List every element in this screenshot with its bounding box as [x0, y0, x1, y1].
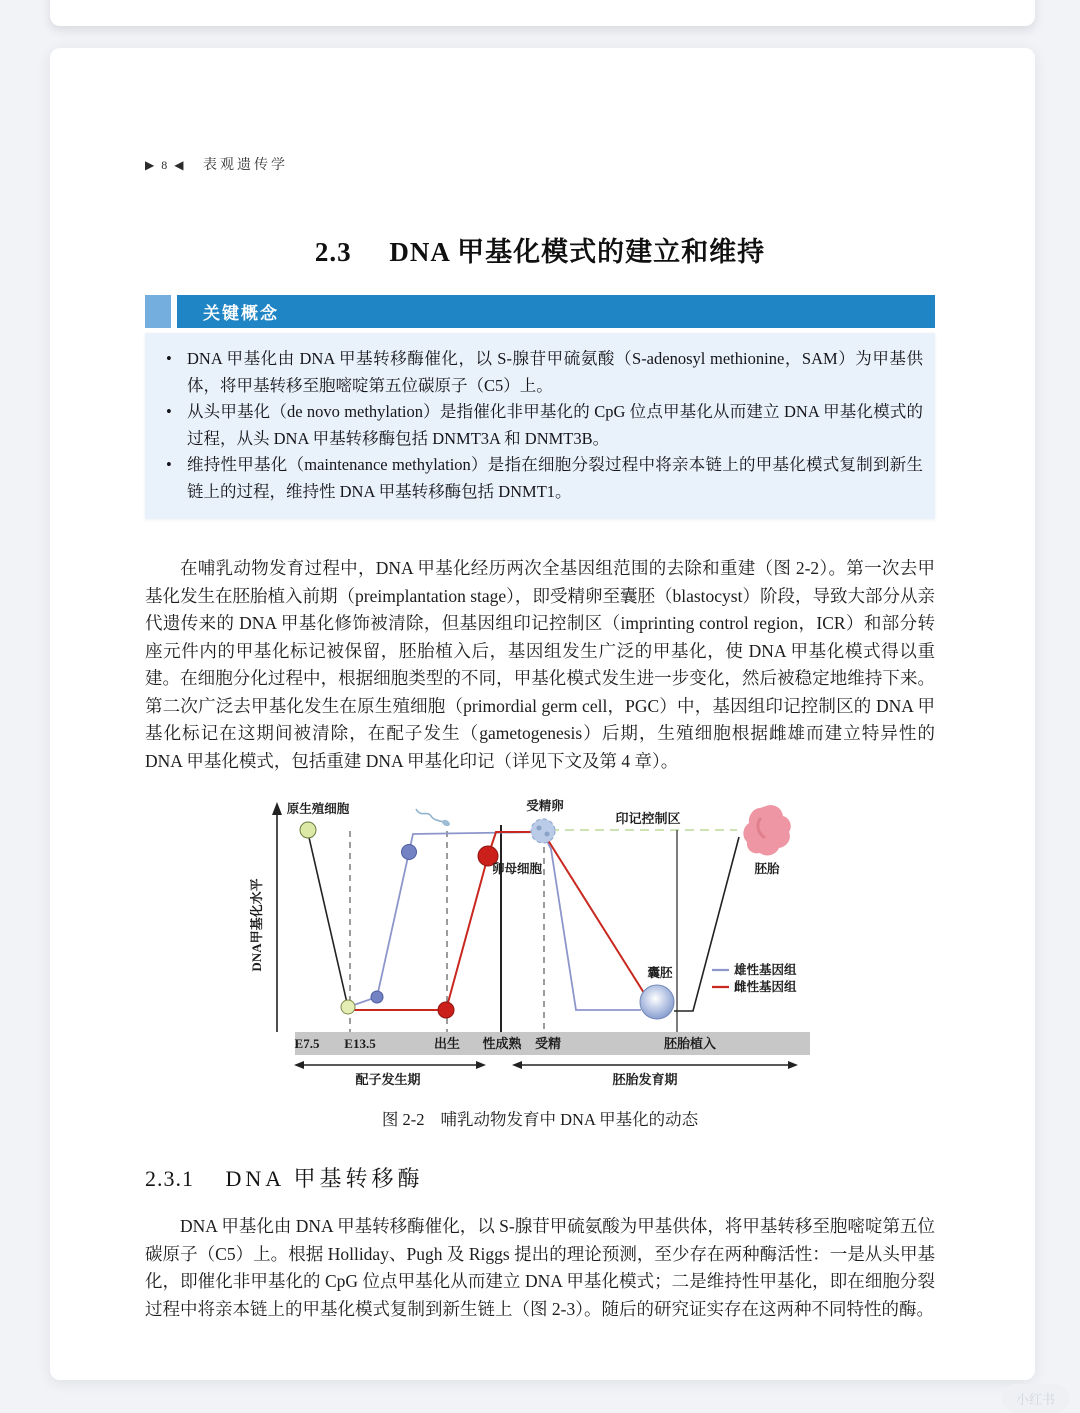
key-concepts-header — [145, 295, 935, 328]
pgc-label: 原生殖细胞 — [286, 802, 350, 816]
embryo-icon — [743, 805, 790, 855]
phase-gametogenesis-label: 配子发生期 — [355, 1072, 421, 1087]
embryo-label: 胚胎 — [754, 862, 780, 876]
key-concepts-body — [145, 333, 935, 519]
timeline-fertilization: 受精 — [534, 1036, 562, 1051]
blastocyst-label: 囊胚 — [647, 966, 673, 980]
figure-2-2 — [250, 797, 830, 1094]
arrowhead-right — [476, 1061, 486, 1069]
arrowhead-right — [788, 1061, 798, 1069]
sperm-icon — [416, 809, 443, 822]
sperm-head-icon — [441, 819, 451, 828]
oocyte-label: 卵母细胞 — [491, 862, 543, 876]
male-genome-line-left — [348, 832, 544, 1007]
pgc-dot — [300, 822, 316, 838]
key-concept-item: • 维持性甲基化（maintenance methylation）是指在细胞分裂过程中将亲本链上的甲基化模式复制到新生链上的过程，维持性 DNA 甲基转移酶包括 DNMT1。 — [159, 452, 923, 505]
fertilized-egg-label: 受精卵 — [526, 799, 564, 813]
key-concept-item: • 从头甲基化（de novo methylation）是指催化非甲基化的 CpG 位点甲基化从而建立 DNA 甲基化模式的过程，从头 DNA 甲基转移酶包括 DNMT3A 和 DNMT3B。 — [159, 399, 923, 452]
blastocyst-sphere — [640, 985, 674, 1019]
legend-female-label: 雌性基因组 — [734, 980, 797, 994]
pgc-demethylation-line — [308, 833, 347, 1003]
paragraph-methylation-dynamics: 在哺乳动物发育过程中，DNA 甲基化经历两次全基因组范围的去除和重建（图 2-2）。第一次去甲基化发生在胚胎植入前期（preimplantation stage），即受精卵至囊胚（blastocyst）阶段，导致大部分从亲代遗传来的 DNA 甲基化修饰被清除，但基因组印记控制区（imprinting control region，ICR）和部分转座元件内的甲基化标记被保留，胚胎植入后，基因组发生广泛的甲基化，使 DNA 甲基化模式得以重建。在细胞分化过程中，根据细胞类型的不同，甲基化模式发生进一步变化，然后被稳定地维持下来。第二次广泛去甲基化发生在原生殖细胞（primordial germ cell，PGC）中，基因组印记控制区的 DNA 甲基化标记在这期间被清除，在配子发生（gametogenesis）后期，生殖细胞根据雌雄而建立特异性的 DNA 甲基化模式，包括重建 DNA 甲基化印记（详见下文及第 4 章）。 — [145, 558, 935, 771]
key-concepts-title: 关键概念 — [203, 304, 279, 323]
paragraph-dnmt: DNA 甲基化由 DNA 甲基转移酶催化，以 S-腺苷甲硫氨酸为甲基供体，将甲基转移至胞嘧啶第五位碳原子（C5）上。根据 Holliday、Pugh 及 Riggs 提出的理论预测，至少存在两种酶活性：一是从头甲基化，即催化非甲基化的 CpG 位点甲基化从而建立 DNA 甲基化模式；二是维持性甲基化，即在细胞分裂过程中将亲本链上的甲基化模式复制到新生链上（图 2-3）。随后的研究证实存在这两种不同特性的酶。 — [145, 1216, 935, 1319]
timeline-e13-5: E13.5 — [344, 1036, 376, 1051]
icr-label: 印记控制区 — [615, 811, 681, 826]
fertilized-egg-circle — [531, 819, 555, 843]
arrowhead-left — [294, 1061, 304, 1069]
legend-male-label: 雄性基因组 — [734, 963, 797, 977]
section-title-text: DNA 甲基化模式的建立和维持 — [389, 237, 766, 267]
pgc-low-dot — [341, 1000, 355, 1014]
figure-caption — [145, 1106, 935, 1130]
phase-embryo-development-label: 胚胎发育期 — [612, 1072, 678, 1087]
pronucleus-dot — [537, 826, 542, 831]
y-axis-arrowhead — [272, 802, 282, 815]
subsection-number: 2.3.1 — [145, 1166, 194, 1191]
male-low-dot — [371, 991, 383, 1003]
figure-caption-text: 哺乳动物发育中 DNA 甲基化的动态 — [440, 1110, 699, 1129]
key-concepts-title-bar — [177, 295, 935, 328]
key-concepts-box — [145, 295, 935, 519]
key-concept-item: • DNA 甲基化由 DNA 甲基转移酶催化，以 S-腺苷甲硫氨酸（S-adenosyl methionine，SAM）为甲基供体，将甲基转移至胞嘧啶第五位碳原子（C5）上。 — [159, 346, 923, 399]
page-number-label: ▶ 8 ◀ — [145, 158, 186, 172]
book-title: 表观遗传学 — [202, 158, 288, 173]
female-low-dot — [438, 1002, 454, 1018]
previous-page-card-edge — [50, 0, 1035, 26]
section-title — [145, 230, 935, 269]
male-genome-line-right — [544, 835, 641, 1010]
book-page — [50, 48, 1035, 1380]
remethylation-line — [674, 837, 739, 1011]
timeline-birth: 出生 — [433, 1036, 461, 1051]
section-number: 2.3 — [314, 237, 352, 267]
y-axis-label: DNA甲基化水平 — [250, 878, 264, 972]
figure-number: 图 2-2 — [381, 1110, 425, 1129]
timeline-e7-5: E7.5 — [294, 1036, 320, 1051]
subsection-title — [145, 1162, 935, 1193]
timeline-sexual-maturity: 性成熟 — [482, 1036, 522, 1051]
arrowhead-left — [512, 1061, 522, 1069]
page-header — [145, 154, 935, 174]
timeline-implantation: 胚胎植入 — [663, 1036, 717, 1051]
watermark-badge: 小红书 — [1002, 1384, 1069, 1413]
male-rise-dot — [402, 845, 417, 860]
figure-2-2-diagram — [250, 797, 830, 1089]
subsection-title-text: DNA 甲基转移酶 — [225, 1166, 424, 1191]
key-concepts-accent-square — [145, 295, 171, 328]
pronucleus-dot — [545, 832, 550, 837]
